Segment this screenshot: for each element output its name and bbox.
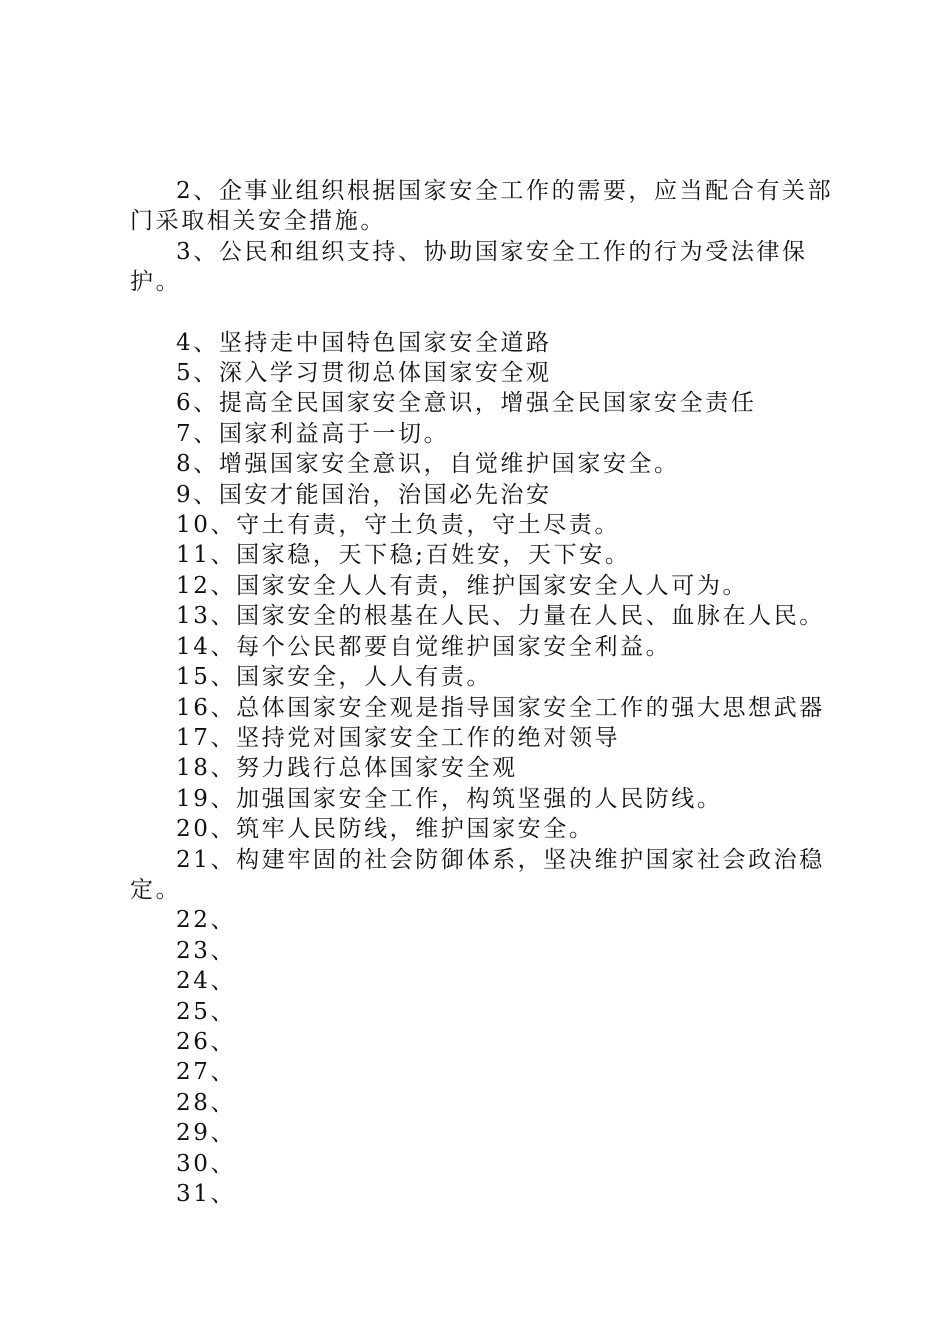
list-item: 20、筑牢人民防线，维护国家安全。 [176, 816, 595, 843]
list-item: 17、坚持党对国家安全工作的绝对领导 [176, 724, 621, 751]
list-item: 13、国家安全的根基在人民、力量在人民、血脉在人民。 [176, 603, 825, 630]
list-item: 23、 [176, 937, 237, 964]
list-item: 25、 [176, 998, 237, 1025]
list-item: 6、提高全民国家安全意识，增强全民国家安全责任 [176, 390, 757, 417]
list-item: 3、公民和组织支持、协助国家安全工作的行为受法律保护。 [130, 238, 808, 296]
list-item: 19、加强国家安全工作，构筑坚强的人民防线。 [176, 785, 723, 812]
list-item: 28、 [176, 1089, 237, 1116]
list-item: 9、国安才能国治，治国必先治安 [176, 481, 552, 508]
list-item: 10、守土有责，守土负责，守土尽责。 [176, 512, 621, 539]
paragraph-gap [130, 298, 835, 328]
list-item: 14、每个公民都要自觉维护国家安全利益。 [176, 633, 672, 660]
list-item: 7、国家利益高于一切。 [176, 420, 450, 447]
document-body [130, 176, 835, 1209]
list-item: 21、构建牢固的社会防御体系，坚决维护国家社会政治稳定。 [130, 846, 825, 903]
list-item: 5、深入学习贯彻总体国家安全观 [176, 360, 552, 387]
list-item: 24、 [176, 968, 237, 995]
list-item: 22、 [176, 907, 237, 934]
list-item: 2、企事业组织根据国家安全工作的需要，应当配合有关部门采取相关安全措施。 [130, 178, 834, 235]
paragraph-group-top [130, 176, 835, 298]
list-item: 27、 [176, 1059, 237, 1086]
list-item: 18、努力践行总体国家安全观 [176, 755, 518, 782]
list-item: 16、总体国家安全观是指导国家安全工作的强大思想武器 [176, 694, 825, 721]
list-item: 15、国家安全，人人有责。 [176, 664, 493, 691]
list-item: 31、 [176, 1181, 237, 1207]
list-item: 4、坚持走中国特色国家安全道路 [176, 329, 552, 356]
paragraph-group-main [130, 328, 835, 1210]
list-item: 12、国家安全人人有责，维护国家安全人人可为。 [176, 572, 749, 599]
list-item: 29、 [176, 1120, 237, 1147]
list-item: 30、 [176, 1150, 237, 1177]
list-item: 8、增强国家安全意识，自觉维护国家安全。 [176, 451, 680, 478]
list-item: 11、国家稳，天下稳;百姓安，天下安。 [176, 542, 631, 569]
list-item: 26、 [176, 1028, 237, 1055]
